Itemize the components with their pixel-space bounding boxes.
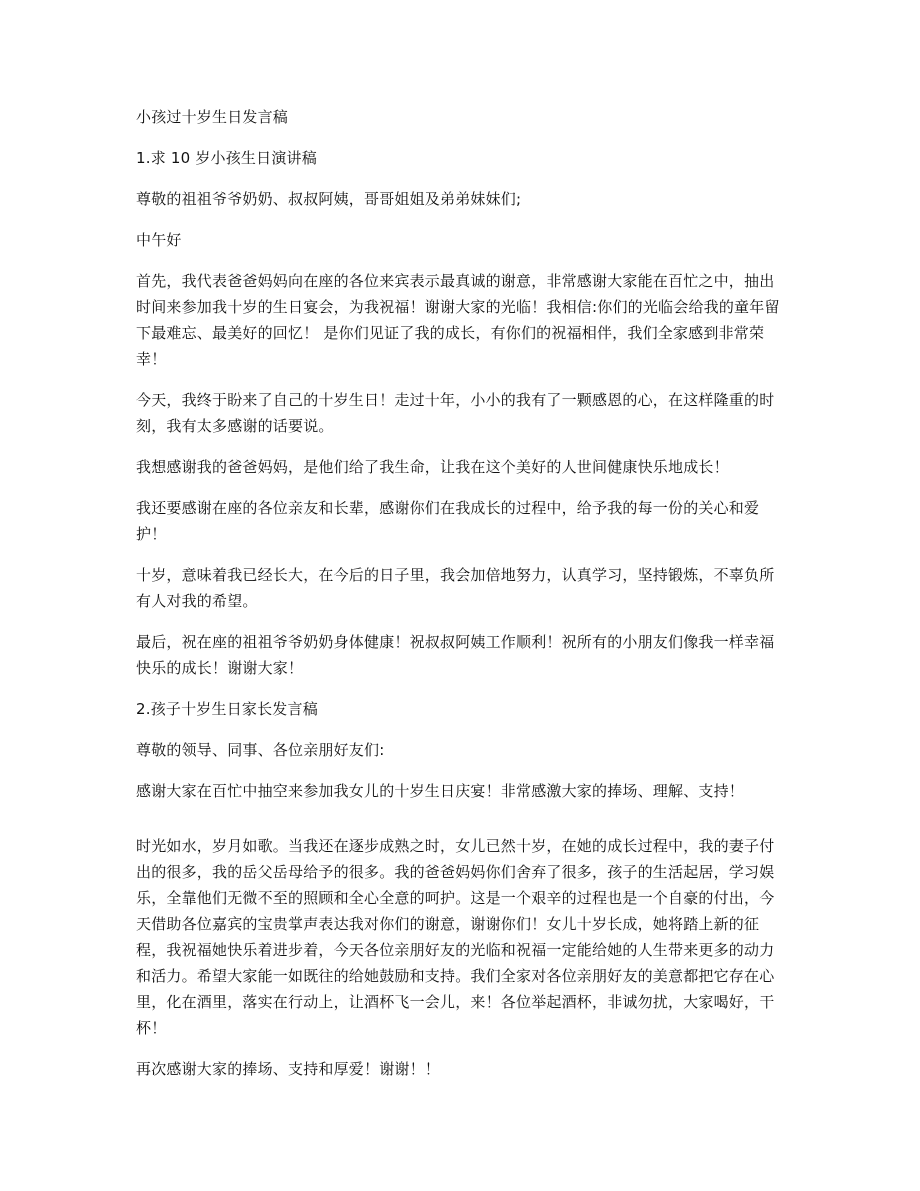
section1-paragraph: 今天，我终于盼来了自己的十岁生日！走过十年，小小的我有了一颗感恩的心，在这样隆重的时刻，我有太多感谢的话要说。 — [136, 391, 775, 435]
section1-paragraph: 首先，我代表爸爸妈妈向在座的各位来宾表示最真诚的谢意，非常感谢大家能在百忙之中，抽出时间来参加我十岁的生日宴会，为我祝福！谢谢大家的光临！我相信:你们的光临会给我的童年留下最难忘、最美好的回忆！ 是你们见证了我的成长，有你们的祝福相伴，我们全家感到非常荣幸！ — [136, 272, 780, 368]
section2-paragraph: 感谢大家在百忙中抽空来参加我女儿的十岁生日庆宴！非常感激大家的捧场、理解、支持！ — [136, 782, 745, 800]
section1-greeting: 尊敬的祖祖爷爷奶奶、叔叔阿姨，哥哥姐姐及弟弟妹妹们; — [136, 190, 522, 208]
section1-noon-greeting: 中午好 — [136, 231, 182, 249]
section2-greeting: 尊敬的领导、同事、各位亲朋好友们: — [136, 741, 385, 759]
section1-paragraph: 最后，祝在座的祖祖爷爷奶奶身体健康！祝叔叔阿姨工作顺利！祝所有的小朋友们像我一样幸福快乐的成长！谢谢大家！ — [136, 633, 775, 677]
section1-paragraph: 我想感谢我的爸爸妈妈，是他们给了我生命，让我在这个美好的人世间健康快乐地成长！ — [136, 458, 729, 476]
document-body — [136, 104, 786, 1097]
section1-heading: 1.求 10 岁小孩生日演讲稿 — [136, 149, 317, 167]
section1-paragraph: 我还要感谢在座的各位亲友和长辈，感谢你们在我成长的过程中，给予我的每一份的关心和爱护！ — [136, 499, 760, 543]
section2-paragraph: 时光如水，岁月如歌。当我还在逐步成熟之时，女儿已然十岁，在她的成长过程中，我的妻子付出的很多，我的岳父岳母给予的很多。我的爸爸妈妈你们舍弃了很多，孩子的生活起居，学习娱乐，全靠他们无微不至的照顾和全心全意的呵护。这是一个艰辛的过程也是一个自豪的付出，今天借助各位嘉宾的宝贵掌声表达我对你们的谢意，谢谢你们！女儿十岁长成，她将踏上新的征程，我祝福她快乐着进步着，今天各位亲朋好友的光临和祝福一定能给她的人生带来更多的动力和活力。希望大家能一如既往的给她鼓励和支持。我们全家对各位亲朋好友的美意都把它存在心里，化在酒里，落实在行动上，让酒杯飞一会儿，来！各位举起酒杯，非诚勿扰，大家喝好，干杯！ — [136, 837, 775, 1037]
section2-heading: 2.孩子十岁生日家长发言稿 — [136, 700, 318, 718]
section1-paragraph: 十岁，意味着我已经长大，在今后的日子里，我会加倍地努力，认真学习，坚持锻炼，不辜负所有人对我的希望。 — [136, 566, 775, 610]
document-title: 小孩过十岁生日发言稿 — [136, 108, 289, 126]
section2-closing: 再次感谢大家的捧场、支持和厚爱！谢谢！！ — [136, 1060, 441, 1078]
